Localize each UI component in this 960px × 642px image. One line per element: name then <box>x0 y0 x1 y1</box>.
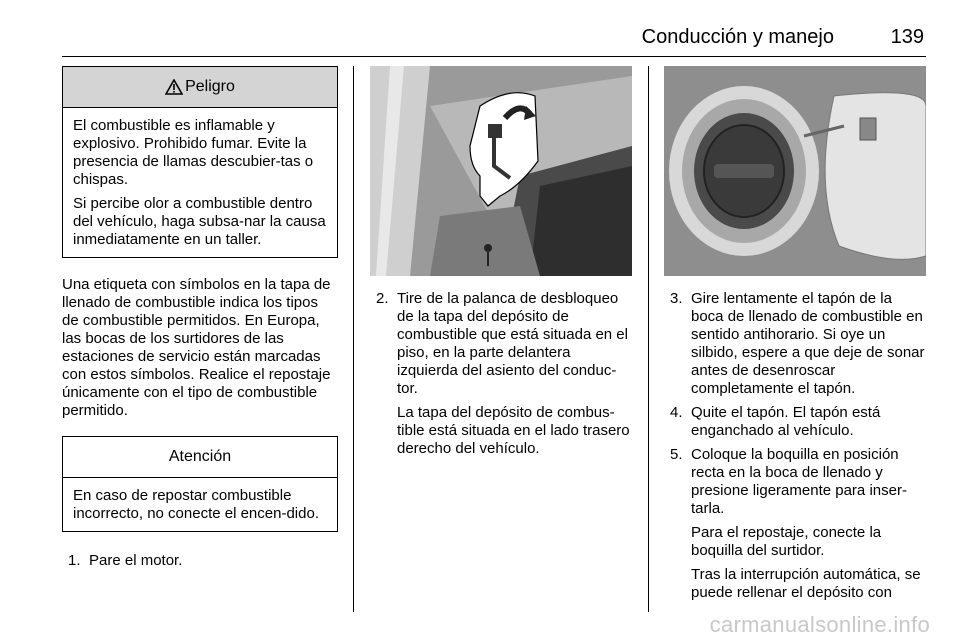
section-title: Conducción y manejo <box>641 26 834 48</box>
fuel-filler-cap-illustration <box>664 66 926 276</box>
attention-box-title: Atención <box>168 448 232 465</box>
step-subtext: Para el repostaje, conecte la boquilla del surtidor. <box>691 524 882 559</box>
list-item <box>62 552 338 570</box>
step-text: Coloque la boquilla en posición recta en la boca de llenado y presione ligeramente para inser-tarla. <box>691 446 907 517</box>
danger-box-title: Peligro <box>185 78 235 95</box>
step-number: 2. <box>376 290 389 307</box>
danger-box-header <box>63 67 337 108</box>
attention-box <box>62 436 338 532</box>
page-number: 139 <box>890 26 924 48</box>
step-text: Pare el motor. <box>89 552 183 569</box>
warning-triangle-icon <box>165 79 183 95</box>
page-header <box>62 18 926 57</box>
step-number: 3. <box>670 290 683 307</box>
attention-text: En caso de repostar combustible incorrecto, no conecte el encen-dido. <box>73 487 319 522</box>
fuel-release-lever-illustration <box>370 66 632 276</box>
danger-box <box>62 66 338 258</box>
danger-text: El combustible es inflamable y explosivo. Prohibido fumar. Evite la presencia de llamas descubier-tas o chispas. <box>73 117 314 188</box>
step-number: 4. <box>670 404 683 421</box>
column-right <box>664 66 926 608</box>
list-item <box>664 290 926 398</box>
step-text: Tire de la palanca de desbloqueo de la tapa del depósito de combustible que está situada en el piso, en la parte delantera izquierda del asiento del conduc-tor. <box>397 290 628 397</box>
step-subtext: Tras la interrupción automática, se puede rellenar el depósito con <box>691 566 921 601</box>
danger-text: Si percibe olor a combustible dentro del vehículo, haga subsa-nar la causa inmediatamente en un taller. <box>73 195 326 248</box>
step-subtext: La tapa del depósito de combus-tible está situada en el lado trasero derecho del vehículo. <box>397 404 630 457</box>
step-text: Quite el tapón. El tapón está enganchado al vehículo. <box>691 404 881 439</box>
intro-paragraph: Una etiqueta con símbolos en la tapa de llenado de combustible indica los tipos de combustible permitidos. En Europa, las bocas de los surtidores de las estaciones de servicio están marcadas con estos símbolos. Realice el repostaje únicamente con el tipo de combustible permitido. <box>62 276 331 419</box>
list-item <box>664 446 926 602</box>
watermark: carmanualsonline.info <box>709 612 930 637</box>
step-text: Gire lentamente el tapón de la boca de llenado de combustible en sentido antihorario. Si oye un silbido, espere a que deje de sonar antes de desenroscar completamente el tapón. <box>691 290 925 397</box>
step-list <box>370 290 632 458</box>
attention-box-header <box>63 437 337 478</box>
list-item <box>664 404 926 440</box>
step-list <box>664 290 926 602</box>
step-number: 5. <box>670 446 683 463</box>
step-list <box>62 552 338 570</box>
column-left <box>62 66 338 576</box>
list-item <box>370 290 632 458</box>
column-divider <box>353 66 354 612</box>
step-number: 1. <box>68 552 81 569</box>
column-divider <box>648 66 649 612</box>
column-middle <box>370 66 632 464</box>
